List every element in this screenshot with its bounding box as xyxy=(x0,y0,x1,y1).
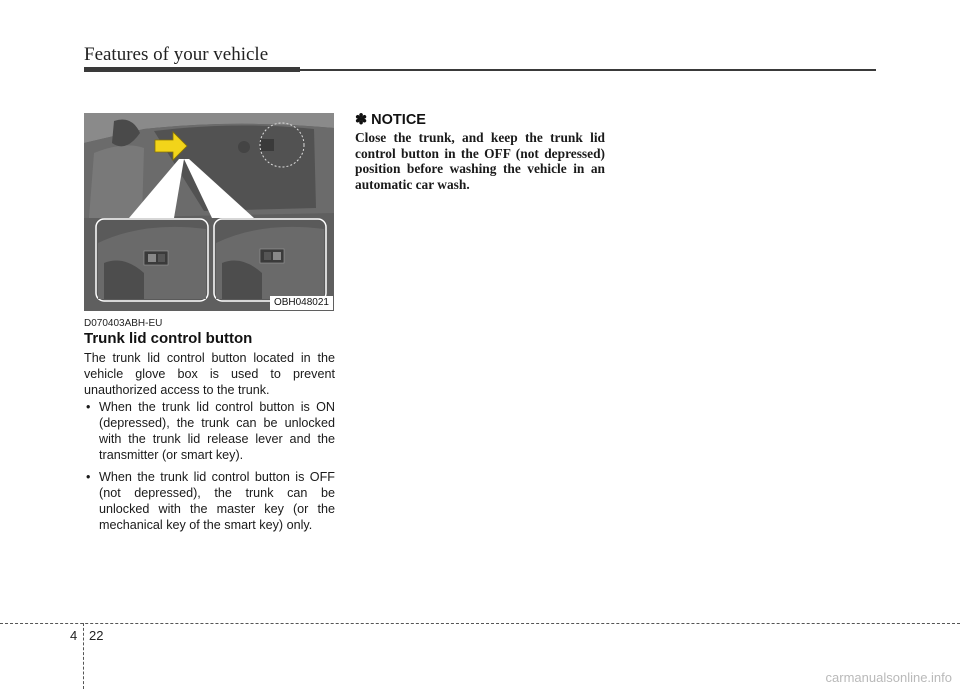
footer-divider xyxy=(83,623,84,689)
notice-title: ✽ NOTICE xyxy=(355,112,426,128)
section-code: D070403ABH-EU xyxy=(84,318,163,329)
notice-text: Close the trunk, and keep the trunk lid control button in the OFF (not depressed) position before washing the vehicle in an automatic car wash. xyxy=(355,130,605,192)
glove-box-figure xyxy=(84,113,334,311)
bullet-dot: • xyxy=(86,470,91,484)
glove-box-illustration xyxy=(84,113,334,311)
list-item xyxy=(84,399,335,463)
chapter-number: 4 xyxy=(70,628,78,643)
watermark: carmanualsonline.info xyxy=(825,670,952,685)
page-number: 22 xyxy=(89,628,104,643)
figure-code-label: OBH048021 xyxy=(270,296,333,310)
header-rule-thin xyxy=(300,69,876,71)
header-rule-thick xyxy=(84,67,300,72)
section-body-paragraph: The trunk lid control button located in the vehicle glove box is used to prevent unauthorized access to the trunk. xyxy=(84,351,335,397)
bullet-text: When the trunk lid control button is OFF (not depressed), the trunk can be unlocked with the master key (or the mechanical key of the smart key) only. xyxy=(99,470,335,532)
footer-rule xyxy=(0,623,960,624)
list-item xyxy=(84,469,335,533)
page-header-title: Features of your vehicle xyxy=(84,44,269,65)
section-bullet-list xyxy=(84,399,335,539)
bullet-text: When the trunk lid control button is ON (depressed), the trunk can be unlocked with the trunk lid release lever and the transmitter (or smart key). xyxy=(99,400,335,462)
section-title: Trunk lid control button xyxy=(84,330,253,347)
bullet-dot: • xyxy=(86,400,91,414)
